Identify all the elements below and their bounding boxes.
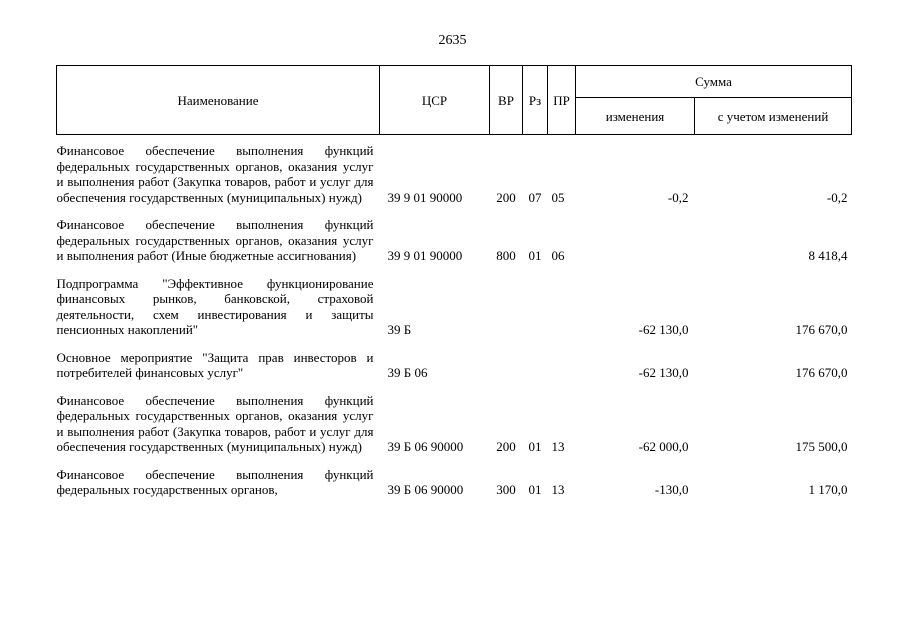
table-row [57, 217, 852, 264]
table-header [57, 66, 852, 135]
header-name: Наименование [57, 66, 380, 135]
cell-vr: 300 [496, 482, 516, 497]
cell-total: 175 500,0 [795, 439, 848, 454]
header-sum: Сумма [576, 66, 852, 98]
cell-pr: 13 [551, 482, 565, 497]
cell-total: 176 670,0 [795, 365, 848, 380]
cell-change: -62 130,0 [638, 365, 689, 380]
header-pr: ПР [548, 66, 576, 135]
cell-csr: 39 9 01 90000 [387, 189, 463, 205]
header-csr: ЦСР [380, 66, 490, 135]
cell-name: Финансовое обеспечение выполнения функций федеральных государственных органов, [56, 466, 374, 497]
cell-rz: 01 [528, 248, 542, 263]
cell-name: Основное мероприятие "Защита прав инвесторов и потребителей финансовых услуг" [56, 349, 374, 380]
cell-vr [490, 350, 523, 381]
cell-name: Подпрограмма "Эффективное функционирование финансовых рынков, банковской, страховой деятельности, схем инвестирования и защиты пенсионных накоплений" [56, 275, 374, 337]
page-number: 2635 [438, 33, 467, 48]
cell-pr: 13 [551, 439, 565, 454]
cell-csr: 39 Б 06 [387, 365, 428, 380]
cell-change: -0,2 [667, 189, 689, 205]
table-row [57, 143, 852, 205]
cell-total: 176 670,0 [795, 322, 848, 337]
cell-vr [490, 276, 523, 338]
cell-name: Финансовое обеспечение выполнения функций федеральных государственных органов, оказания услуг и выполнения работ (Иные бюджетные ассигнования) [56, 217, 374, 263]
cell-change: -130,0 [654, 482, 689, 497]
cell-csr: 39 Б 06 90000 [387, 482, 464, 497]
table-body [57, 135, 852, 498]
cell-rz: 01 [528, 482, 542, 497]
cell-pr [548, 276, 576, 338]
cell-rz [523, 276, 548, 338]
table-row [57, 393, 852, 455]
cell-total: -0,2 [826, 189, 848, 205]
cell-name: Финансовое обеспечение выполнения функций федеральных государственных органов, оказания услуг и выполнения работ (Закупка товаров, работ и услуг для обеспечения государственных (муниципальных) нужд) [56, 143, 374, 205]
header-vr: ВР [490, 66, 523, 135]
cell-change: -62 130,0 [638, 322, 689, 337]
table-row [57, 276, 852, 338]
header-rz: Рз [523, 66, 548, 135]
cell-change [576, 217, 695, 264]
table-row [57, 467, 852, 498]
cell-rz [523, 350, 548, 381]
cell-name: Финансовое обеспечение выполнения функций федеральных государственных органов, оказания услуг и выполнения работ (Закупка товаров, работ и услуг для обеспечения государственных (муниципальных) нужд) [56, 392, 374, 454]
cell-change: -62 000,0 [638, 439, 689, 454]
cell-pr: 06 [551, 248, 565, 263]
header-change: изменения [576, 98, 695, 135]
cell-total: 8 418,4 [808, 248, 848, 263]
budget-table [56, 65, 852, 498]
cell-vr: 800 [496, 248, 516, 263]
cell-pr: 05 [551, 189, 565, 205]
cell-vr: 200 [496, 189, 516, 205]
header-with-change: с учетом изменений [695, 98, 852, 135]
cell-vr: 200 [496, 439, 516, 454]
cell-csr: 39 Б [387, 322, 412, 337]
cell-csr: 39 Б 06 90000 [387, 439, 464, 454]
cell-rz: 07 [528, 189, 542, 205]
cell-pr [548, 350, 576, 381]
table-row [57, 350, 852, 381]
cell-total: 1 170,0 [808, 482, 848, 497]
cell-csr: 39 9 01 90000 [387, 248, 463, 263]
cell-rz: 01 [528, 439, 542, 454]
